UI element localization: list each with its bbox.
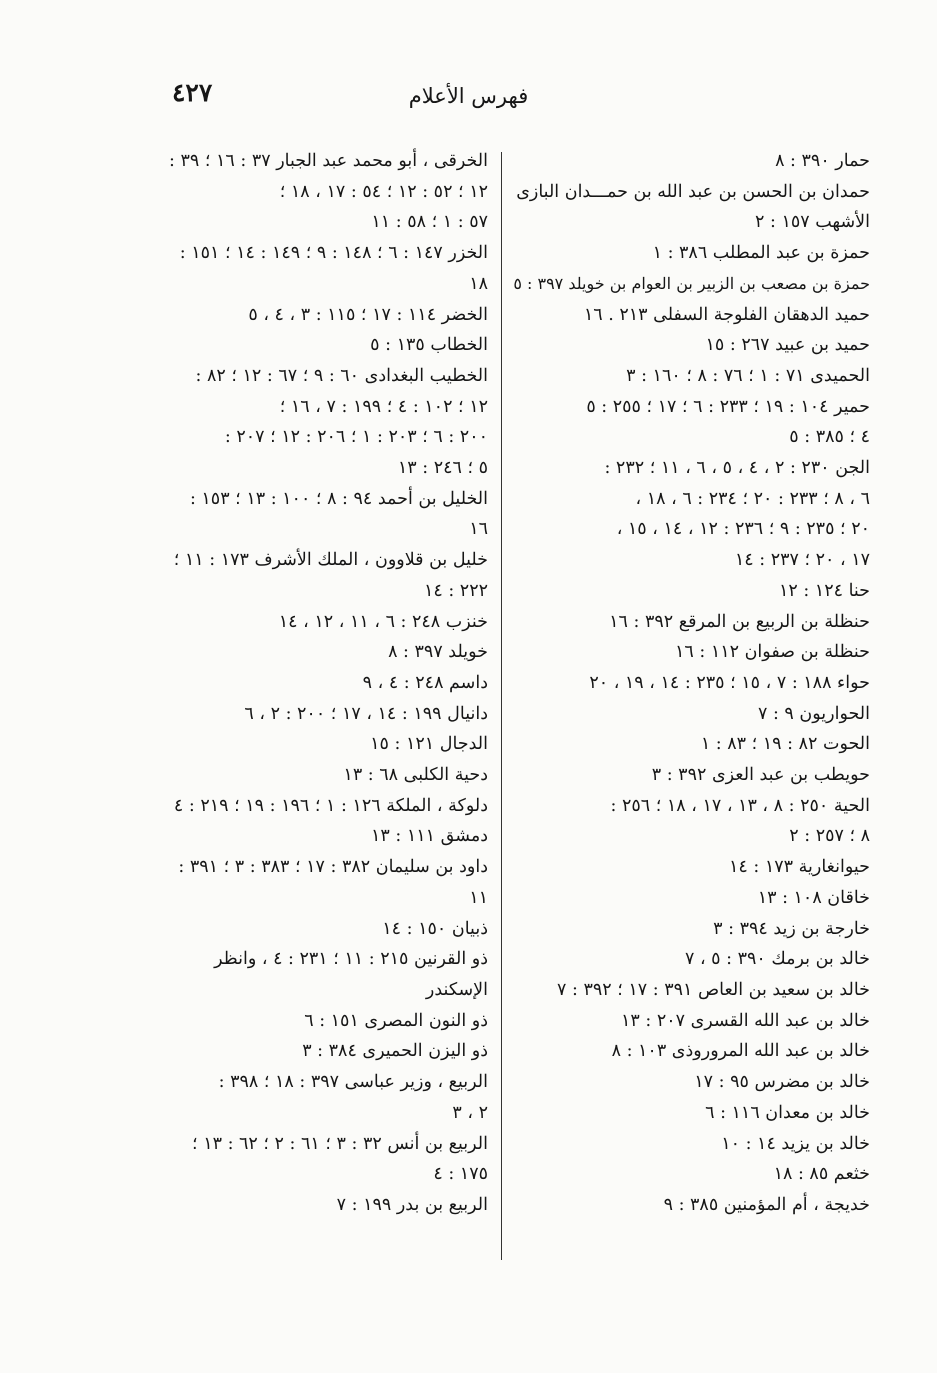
index-line: خالد بن معدان ١١٦ : ٦: [705, 1102, 870, 1123]
index-line: ١٦: [469, 519, 488, 540]
index-line: خثعم ٨٥ : ١٨: [773, 1164, 870, 1185]
running-title: فهرس الأعلام: [408, 84, 529, 108]
index-line: خارجة بن زيد ٣٩٤ : ٣: [713, 918, 870, 939]
index-line: الحوت ٨٢ : ١٩ ؛ ٨٣ : ١: [700, 734, 870, 755]
index-line: دلوكة ، الملكة ١٢٦ : ١ ؛ ١٩٦ : ١٩ ؛ ٢١٩ : ٤: [173, 795, 488, 816]
index-line: ذو النون المصرى ١٥١ : ٦: [304, 1010, 488, 1031]
index-line: ٥ ؛ ٢٤٦ : ١٣: [397, 458, 488, 479]
column-divider: [501, 152, 502, 1260]
index-line: الحية ٢٥٠ : ٨ ، ١٣ ، ١٧ ، ١٨ ؛ ٢٥٦ :: [610, 795, 870, 816]
index-line: خويلد ٣٩٧ : ٨: [388, 642, 488, 663]
index-line: حمدان بن الحسن بن عبد الله بن حمـــدان البازى: [516, 181, 870, 202]
index-line: الإسكندر: [425, 979, 488, 1000]
index-line: الحواريون ٩ : ٧: [757, 703, 870, 724]
index-line: ذو اليزن الحميرى ٣٨٤ : ٣: [302, 1041, 488, 1062]
index-line: ٤ ؛ ٣٨٥ : ٥: [789, 427, 870, 448]
index-line: ١٧٥ : ٤: [433, 1164, 488, 1185]
index-line: ذو القرنين ٢١٥ : ١١ ؛ ٢٣١ : ٤ ، وانظر: [214, 949, 488, 970]
index-line: حميد بن عبيد ٢٦٧ : ١٥: [705, 335, 870, 356]
index-line: دمشق ١١١ : ١٣: [371, 826, 488, 847]
index-line: خالد بن سعيد بن العاص ٣٩١ : ١٧ ؛ ٣٩٢ : ٧: [557, 979, 870, 1000]
index-line: ٨ ؛ ٢٥٧ : ٢: [789, 826, 870, 847]
index-line: حويطب بن عبد العزى ٣٩٢ : ٣: [651, 765, 870, 786]
index-line: ١٧ ، ٢٠ ؛ ٢٣٧ : ١٤: [734, 550, 870, 571]
index-line: خالد بن يزيد ١٤ : ١٠: [721, 1133, 870, 1154]
index-line: داسم ٢٤٨ : ٤ ، ٩: [362, 672, 488, 693]
index-line: خالد بن عبد الله القسرى ٢٠٧ : ١٣: [620, 1010, 870, 1031]
index-line: الحميدى ٧١ : ١ ؛ ٧٦ : ٨ ؛ ١٦٠ : ٣: [626, 365, 870, 386]
page-number: ٤٢٧: [172, 78, 213, 107]
index-line: الخرقى ، أبو محمد عبد الجبار ٣٧ : ١٦ ؛ ٣٩ :: [169, 151, 488, 171]
index-line: دانيال ١٩٩ : ١٤ ، ١٧ ؛ ٢٠٠ : ٢ ، ٦: [244, 703, 488, 724]
index-line: حمير ١٠٤ : ١٩ ؛ ٢٣٣ : ٦ ؛ ١٧ ؛ ٢٥٥ : ٥: [586, 396, 870, 417]
index-line: الخطيب البغدادى ٦٠ : ٩ ؛ ٦٧ : ١٢ ؛ ٨٢ :: [195, 365, 488, 386]
index-line: ١٨: [469, 273, 488, 294]
index-line: الربيع بن أنس ٣٢ : ٣ ؛ ٦١ : ٢ ؛ ٦٢ : ١٣ ؛: [192, 1133, 488, 1154]
index-line: ١١: [469, 887, 488, 908]
index-line: الخضر ١١٤ : ١٧ ؛ ١١٥ : ٣ ، ٤ ، ٥: [248, 304, 488, 325]
index-line: خالد بن مضرس ٩٥ : ١٧: [694, 1072, 870, 1093]
index-line: خنزب ٢٤٨ : ٦ ، ١١ ، ١٢ ، ١٤: [278, 611, 488, 632]
index-line: ذبيان ١٥٠ : ١٤: [382, 918, 488, 939]
index-line: حمزة بن عبد المطلب ٣٨٦ : ١: [652, 243, 870, 264]
index-line: حمار ٣٩٠ : ٨: [775, 151, 870, 171]
index-line: الأشهب ١٥٧ : ٢: [755, 212, 870, 233]
index-line: دحية الكلبى ٦٨ : ١٣: [343, 765, 488, 786]
index-line: خديجة ، أم المؤمنين ٣٨٥ : ٩: [663, 1194, 870, 1215]
index-line: الخطاب ١٣٥ : ٥: [370, 335, 488, 356]
index-line: ٦ ، ٨ ؛ ٢٣٣ : ٢٠ ؛ ٢٣٤ : ٦ ، ١٨ ،: [635, 488, 870, 509]
index-line: ١٢ ؛ ١٠٢ : ٤ ؛ ١٩٩ : ٧ ، ١٦ ؛: [279, 396, 488, 417]
index-line: ٥٧ : ١ ؛ ٥٨ : ١١: [371, 212, 488, 233]
index-line: داود بن سليمان ٣٨٢ : ١٧ ؛ ٣٨٣ : ٣ ؛ ٣٩١ :: [178, 857, 488, 878]
index-line: حميد الدهقان الفلوجة السفلى ٢١٣ . ١٦: [583, 304, 870, 325]
index-line: حواء ١٨٨ : ٧ ، ١٥ ؛ ٢٣٥ : ١٤ ، ١٩ ، ٢٠: [589, 672, 870, 693]
index-column-left: [130, 146, 488, 1221]
index-line: خاقان ١٠٨ : ١٣: [757, 887, 870, 908]
index-line: ٢٠٠ : ٦ ؛ ٢٠٣ : ١ ؛ ٢٠٦ : ١٢ ؛ ٢٠٧ :: [224, 427, 488, 448]
index-line: الخزر ١٤٧ : ٦ ؛ ١٤٨ : ٩ ؛ ١٤٩ : ١٤ ؛ ١٥١ :: [179, 243, 488, 264]
index-line: الجن ٢٣٠ : ٢ ، ٤ ، ٥ ، ٦ ، ١١ ؛ ٢٣٢ :: [604, 458, 870, 479]
index-line: الخليل بن أحمد ٩٤ : ٨ ؛ ١٠٠ : ١٣ ؛ ١٥٣ :: [189, 488, 488, 509]
index-line: ٢٠ ؛ ٢٣٥ : ٩ ؛ ٢٣٦ : ١٢ ، ١٤ ، ١٥ ،: [616, 519, 870, 540]
index-column-right: [512, 146, 870, 1221]
index-line: حنظلة بن صفوان ١١٢ : ١٦: [674, 642, 870, 663]
index-line: الربيع بن بدر ١٩٩ : ٧: [336, 1194, 488, 1215]
index-line: حيوانغارية ١٧٣ : ١٤: [729, 857, 870, 878]
page-header: [0, 78, 937, 118]
index-line: حمزة بن مصعب بن الزبير بن العوام بن خويلد ٣٩٧ : ٥: [513, 273, 870, 293]
index-line: حنظلة بن الربيع بن المرقع ٣٩٢ : ١٦: [609, 611, 870, 632]
index-line: الربيع ، وزير عباسى ٣٩٧ : ١٨ ؛ ٣٩٨ :: [218, 1072, 488, 1093]
index-line: الدجال ١٢١ : ١٥: [370, 734, 488, 755]
index-line: خليل بن قلاوون ، الملك الأشرف ١٧٣ : ١١ ؛: [173, 550, 488, 571]
index-line: خالد بن برمك ٣٩٠ : ٥ ، ٧: [684, 949, 870, 970]
index-line: ١٢ ؛ ٥٢ : ١٢ ؛ ٥٤ : ١٧ ، ١٨ ؛: [279, 181, 488, 202]
index-line: ٢٢٢ : ١٤: [423, 580, 488, 601]
index-line: حنا ١٢٤ : ١٢: [778, 580, 870, 601]
index-line: خالد بن عبد الله المروروذى ١٠٣ : ٨: [611, 1041, 870, 1062]
index-line: ٢ ، ٣: [452, 1102, 488, 1123]
